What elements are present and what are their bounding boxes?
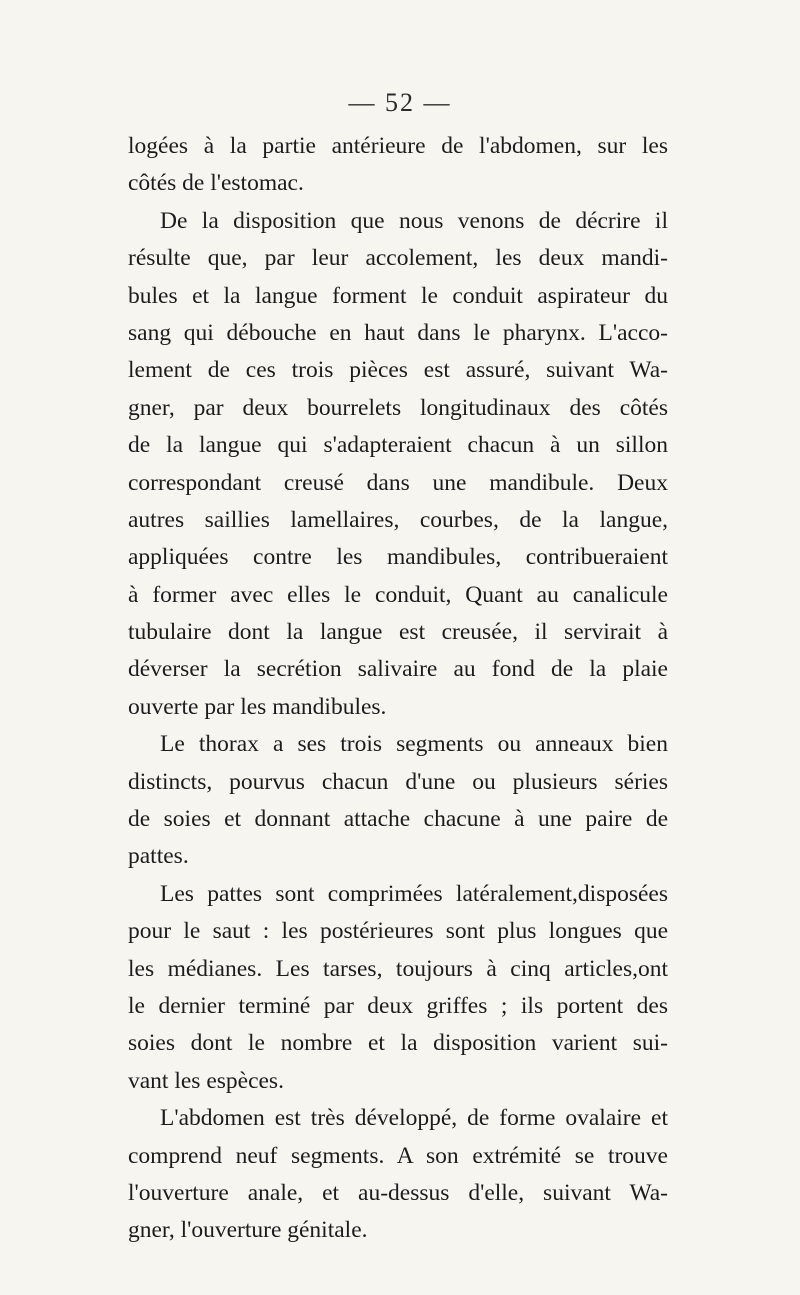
text-line: soies dont le nombre et la disposition varient sui- <box>128 1030 668 1057</box>
text-line: déverser la secrétion salivaire au fond de la plaie <box>128 656 668 683</box>
text-line: De la disposition que nous venons de décrire il <box>160 207 668 234</box>
text-line: autres saillies lamellaires, courbes, de la langue, <box>128 506 668 533</box>
text-line: à former avec elles le conduit, Quant au canalicule <box>128 581 668 608</box>
page-number: — 52 — <box>348 88 452 117</box>
text-line: appliquées contre les mandibules, contribueraient <box>128 544 668 571</box>
body-text <box>128 128 668 1250</box>
text-line: résulte que, par leur accolement, les deux mandi- <box>128 245 668 272</box>
text-line: de la langue qui s'adapteraient chacun à un sillon <box>128 432 668 459</box>
text-line: gner, par deux bourrelets longitudinaux des côtés <box>128 394 668 421</box>
text-line: comprend neuf segments. A son extrémité se trouve <box>128 1142 668 1169</box>
text-line: Les pattes sont comprimées latéralement,disposées <box>160 880 668 907</box>
text-line: distincts, pourvus chacun d'une ou plusieurs séries <box>128 768 668 795</box>
text-line: de soies et donnant attache chacune à une paire de <box>128 806 668 833</box>
text-line: les médianes. Les tarses, toujours à cinq articles,ont <box>128 955 668 982</box>
text-line: ouverte par les mandibules. <box>128 693 387 720</box>
text-line: lement de ces trois pièces est assuré, suivant Wa- <box>128 357 668 384</box>
text-line: gner, l'ouverture génitale. <box>128 1217 368 1244</box>
text-line: pattes. <box>128 843 189 870</box>
text-line: correspondant creusé dans une mandibule. Deux <box>128 469 668 496</box>
text-line: bules et la langue forment le conduit aspirateur du <box>128 282 668 309</box>
text-line: le dernier terminé par deux griffes ; ils portent des <box>128 992 668 1019</box>
text-line: sang qui débouche en haut dans le pharynx. L'acco- <box>128 319 668 346</box>
text-line: Le thorax a ses trois segments ou anneaux bien <box>160 731 668 758</box>
text-line: logées à la partie antérieure de l'abdomen, sur les <box>128 133 668 159</box>
text-line: vant les espèces. <box>128 1067 284 1094</box>
text-line: tubulaire dont la langue est creusée, il servirait à <box>128 619 668 646</box>
text-line: L'abdomen est très développé, de forme ovalaire et <box>160 1105 668 1132</box>
text-line: côtés de l'estomac. <box>128 170 304 197</box>
text-line: pour le saut : les postérieures sont plus longues que <box>128 918 668 945</box>
text-line: l'ouverture anale, et au-dessus d'elle, suivant Wa- <box>128 1179 668 1206</box>
